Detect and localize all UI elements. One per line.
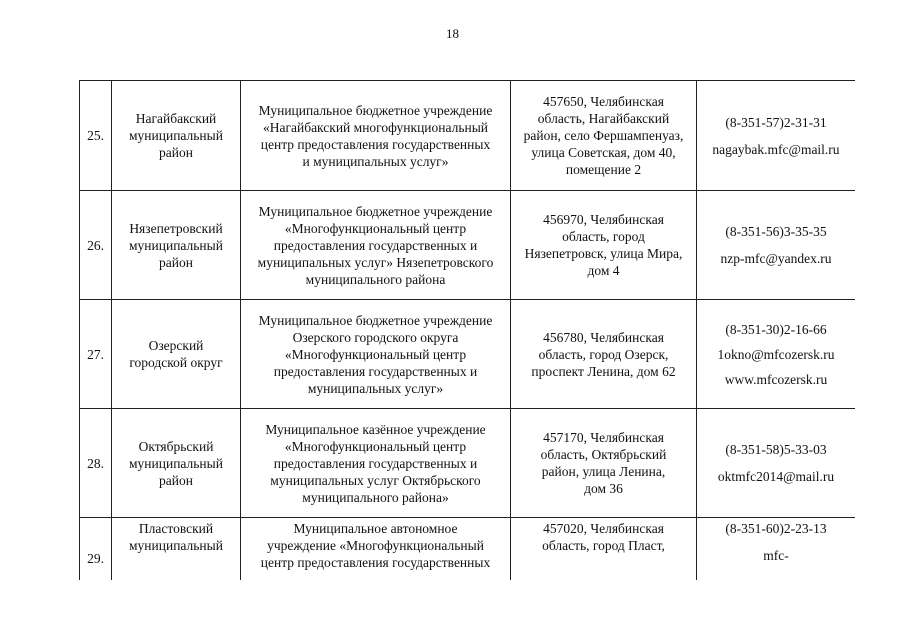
email-address: nzp-mfc@yandex.ru [720,251,832,266]
organization-line: центр предоставления государственных [260,555,491,570]
organization-line: муниципального района [305,271,446,287]
district-line: район [159,145,193,160]
address-line: область, город Пласт, [542,538,665,553]
district-line: Нагайбакский [135,111,217,126]
email-address: mfc- [763,548,789,563]
organization-line: центр предоставления государственных [260,136,491,152]
contacts-cell [697,191,856,300]
table-row [80,300,856,409]
organization-line: «Многофункциональный центр [284,346,467,362]
contacts-cell [697,518,856,581]
organization-line: Озерского городского округа [292,329,459,345]
email-address: oktmfc2014@mail.ru [717,469,835,484]
address-line: область, город Озерск, [538,346,669,362]
address-cell [511,518,697,581]
address-line: район, улица Ленина, [541,464,666,479]
phone-number: (8-351-57)2-31-31 [725,114,827,130]
organization-line: Муниципальное бюджетное учреждение [258,312,493,328]
organization-line: и муниципальных услуг» [302,153,449,169]
address-line: 457020, Челябинская [543,521,664,536]
organization-line: муниципальных услуг» Нязепетровского [257,254,494,270]
phone-number: (8-351-58)5-33-03 [725,442,827,457]
address-line: 456780, Челябинская [543,329,664,345]
organization-line: «Многофункциональный центр [284,438,467,454]
address-line: дом 36 [584,481,623,496]
row-number: 25. [80,81,112,191]
organization-line: Муниципальное бюджетное учреждение [258,102,493,118]
address-line: 457650, Челябинская [543,94,664,109]
organization-line: учреждение «Многофункциональный [267,538,484,553]
address-cell [511,81,697,191]
organization-line: муниципальных услуг Октябрьского [270,472,481,488]
phone-number: (8-351-60)2-23-13 [725,521,827,536]
mfc-table-container [79,80,855,580]
district-cell [112,81,241,191]
phone-number: (8-351-56)3-35-35 [725,224,827,239]
organization-line: «Нагайбакский многофункциональный [262,119,489,135]
table-row [80,409,856,518]
address-line: область, город [562,229,645,244]
mfc-table [79,80,855,580]
row-number: 28. [80,409,112,518]
organization-line: предоставления государственных и [273,237,478,253]
organization-line: муниципального района» [302,489,449,505]
organization-cell [241,81,511,191]
row-number: 29. [80,518,112,581]
page-number: 18 [446,26,459,41]
organization-line: предоставления государственных и [273,363,478,379]
organization-line: муниципальных услуг» [307,380,444,396]
contacts-cell [697,409,856,518]
contacts-cell [697,81,856,191]
contacts-cell [697,300,856,409]
organization-line: предоставления государственных и [273,455,478,471]
organization-cell [241,191,511,300]
table-row [80,518,856,581]
district-line: Пластовский [138,521,214,536]
organization-line: «Многофункциональный центр [284,220,467,236]
website-address: www.mfcozersk.ru [724,371,828,387]
address-cell [511,300,697,409]
address-line: область, Октябрьский [540,447,667,462]
address-line: проспект Ленина, дом 62 [531,363,676,379]
district-line: Озерский [148,338,204,353]
table-row [80,81,856,191]
row-number: 27. [80,300,112,409]
address-line: помещение 2 [565,162,642,177]
address-line: 457170, Челябинская [543,430,664,445]
address-line: улица Советская, дом 40, [531,145,676,160]
organization-cell [241,409,511,518]
address-line: Нязепетровск, улица Мира, [524,246,683,261]
district-line: муниципальный [129,128,223,143]
district-line: муниципальный [129,237,223,253]
email-address: nagaybak.mfc@mail.ru [712,141,840,157]
district-cell [112,191,241,300]
district-line: Нязепетровский [129,220,223,236]
address-line: район, село Фершампенуаз, [523,128,684,143]
district-cell [112,300,241,409]
address-cell [511,409,697,518]
row-number: 26. [80,191,112,300]
district-line: муниципальный [129,538,223,553]
phone-number: (8-351-30)2-16-66 [725,321,827,337]
organization-line: Муниципальное автономное [293,521,458,536]
district-line: район [159,254,193,270]
district-line: муниципальный [129,455,223,471]
address-line: 456970, Челябинская [543,212,664,227]
email-address: 1okno@mfcozersk.ru [717,346,835,362]
organization-line: Муниципальное казённое учреждение [265,421,486,437]
address-line: дом 4 [587,263,620,278]
district-line: Октябрьский [138,438,214,454]
organization-line: Муниципальное бюджетное учреждение [258,203,493,219]
district-cell [112,518,241,581]
address-line: область, Нагайбакский [537,111,670,126]
address-cell [511,191,697,300]
table-row [80,191,856,300]
district-line: городской округ [129,355,223,370]
organization-cell [241,300,511,409]
organization-cell [241,518,511,581]
district-line: район [159,472,193,488]
district-cell [112,409,241,518]
